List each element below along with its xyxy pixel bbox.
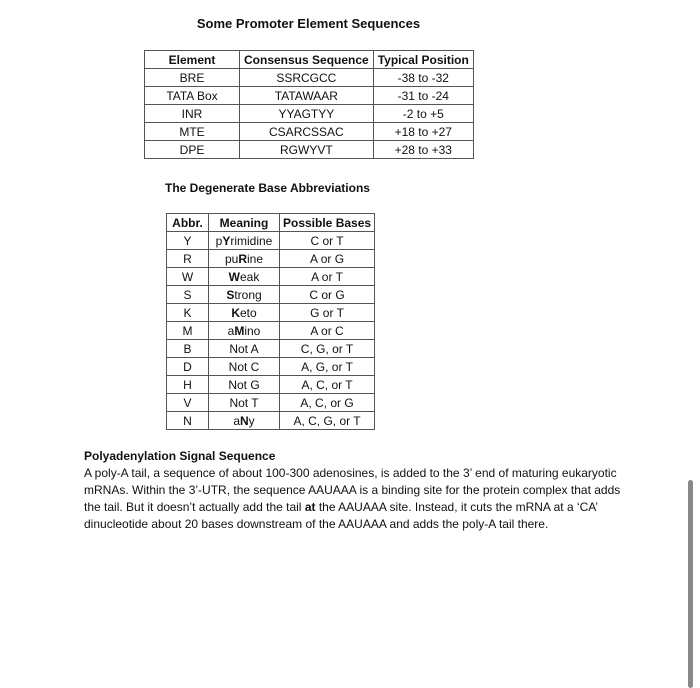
header-abbr: Abbr.: [167, 214, 209, 232]
meaning-key-letter: Y: [222, 233, 231, 248]
polyadenylation-paragraph: [84, 465, 624, 533]
meaning-pre: Not A: [229, 341, 259, 356]
bases-cell: A, C, G, or T: [280, 412, 375, 430]
table-row: [145, 105, 474, 123]
table-row: [167, 412, 375, 430]
abbr-cell: D: [167, 358, 209, 376]
meaning-cell: [209, 358, 280, 376]
meaning-post: y: [248, 413, 255, 428]
meaning-key-letter: W: [228, 269, 240, 284]
header-element: Element: [145, 51, 240, 69]
promoter-table: [144, 50, 474, 159]
bases-cell: A or G: [280, 250, 375, 268]
meaning-pre: pu: [224, 251, 239, 266]
paragraph-text-end: the AAUAAA site. Instead, it cuts the mRNA at a ‘CA’ dinucleotide about 20 bases downstream of the AAUAAA and adds the poly-A tail there.: [84, 500, 598, 531]
consensus-cell: RGWYVT: [240, 141, 374, 159]
abbr-cell: R: [167, 250, 209, 268]
table-row: [145, 69, 474, 87]
bases-cell: A, G, or T: [280, 358, 375, 376]
consensus-cell: YYAGTYY: [240, 105, 374, 123]
table-row: [145, 87, 474, 105]
element-cell: BRE: [145, 69, 240, 87]
bases-cell: A, C, or G: [280, 394, 375, 412]
paragraph-text-start: A poly-A tail, a sequence of about 100-300 adenosines, is added to the 3’ end of maturing eukaryotic mRNAs. Within the 3’-UTR, the sequence AAUAAA is a binding site for the protein complex that adds the tail. But it doesn’t actually add the tail: [84, 466, 621, 514]
vertical-scrollbar[interactable]: [688, 480, 693, 688]
meaning-pre: Not T: [229, 395, 259, 410]
meaning-key-letter: N: [240, 413, 249, 428]
table-row: [167, 268, 375, 286]
header-possible-bases: Possible Bases: [280, 214, 375, 232]
table-row: [167, 250, 375, 268]
table-row: [167, 358, 375, 376]
abbr-cell: M: [167, 322, 209, 340]
meaning-pre: Not C: [228, 359, 260, 374]
position-cell: -31 to -24: [373, 87, 473, 105]
polyadenylation-heading: Polyadenylation Signal Sequence: [84, 449, 276, 463]
meaning-cell: [209, 340, 280, 358]
element-cell: INR: [145, 105, 240, 123]
meaning-cell: [209, 412, 280, 430]
meaning-key-letter: K: [231, 305, 240, 320]
meaning-post: trong: [234, 287, 262, 302]
consensus-cell: CSARCSSAC: [240, 123, 374, 141]
position-cell: -2 to +5: [373, 105, 473, 123]
meaning-pre: Not G: [228, 377, 260, 392]
polyadenylation-section: [84, 448, 624, 533]
bases-cell: C, G, or T: [280, 340, 375, 358]
bases-cell: C or G: [280, 286, 375, 304]
bases-cell: A or T: [280, 268, 375, 286]
promoter-header-row: [145, 51, 474, 69]
meaning-cell: [209, 286, 280, 304]
abbr-cell: W: [167, 268, 209, 286]
abbr-cell: V: [167, 394, 209, 412]
meaning-post: eak: [239, 269, 260, 284]
position-cell: -38 to -32: [373, 69, 473, 87]
degenerate-table-body: [167, 232, 375, 430]
abbr-cell: H: [167, 376, 209, 394]
table-row: [167, 340, 375, 358]
bases-cell: A or C: [280, 322, 375, 340]
meaning-pre: a: [227, 323, 235, 338]
element-cell: TATA Box: [145, 87, 240, 105]
bases-cell: A, C, or T: [280, 376, 375, 394]
consensus-cell: TATAWAAR: [240, 87, 374, 105]
consensus-cell: SSRCGCC: [240, 69, 374, 87]
header-typical-position: Typical Position: [373, 51, 473, 69]
meaning-pre: p: [215, 233, 223, 248]
meaning-cell: [209, 232, 280, 250]
position-cell: +18 to +27: [373, 123, 473, 141]
abbr-cell: Y: [167, 232, 209, 250]
table-row: [167, 394, 375, 412]
meaning-key-letter: M: [234, 323, 245, 338]
meaning-pre: a: [233, 413, 240, 428]
abbr-cell: B: [167, 340, 209, 358]
abbr-cell: S: [167, 286, 209, 304]
meaning-post: ino: [244, 323, 261, 338]
meaning-cell: [209, 322, 280, 340]
table-row: [167, 286, 375, 304]
meaning-post: ine: [247, 251, 264, 266]
table-row: [167, 232, 375, 250]
table-row: [167, 304, 375, 322]
meaning-cell: [209, 304, 280, 322]
degenerate-title: The Degenerate Base Abbreviations: [165, 181, 370, 195]
meaning-cell: [209, 376, 280, 394]
degenerate-table: [166, 213, 375, 430]
promoter-title: Some Promoter Element Sequences: [196, 16, 421, 31]
abbr-cell: N: [167, 412, 209, 430]
table-row: [145, 123, 474, 141]
paragraph-bold-word: at: [304, 500, 316, 514]
element-cell: MTE: [145, 123, 240, 141]
meaning-key-letter: S: [226, 287, 235, 302]
position-cell: +28 to +33: [373, 141, 473, 159]
meaning-cell: [209, 268, 280, 286]
bases-cell: C or T: [280, 232, 375, 250]
meaning-post: rimidine: [230, 233, 273, 248]
meaning-key-letter: R: [238, 251, 247, 266]
meaning-cell: [209, 250, 280, 268]
bases-cell: G or T: [280, 304, 375, 322]
degenerate-header-row: [167, 214, 375, 232]
meaning-cell: [209, 394, 280, 412]
table-row: [167, 376, 375, 394]
meaning-post: eto: [239, 305, 257, 320]
element-cell: DPE: [145, 141, 240, 159]
table-row: [167, 322, 375, 340]
header-consensus-sequence: Consensus Sequence: [240, 51, 374, 69]
header-meaning: Meaning: [209, 214, 280, 232]
table-row: [145, 141, 474, 159]
abbr-cell: K: [167, 304, 209, 322]
